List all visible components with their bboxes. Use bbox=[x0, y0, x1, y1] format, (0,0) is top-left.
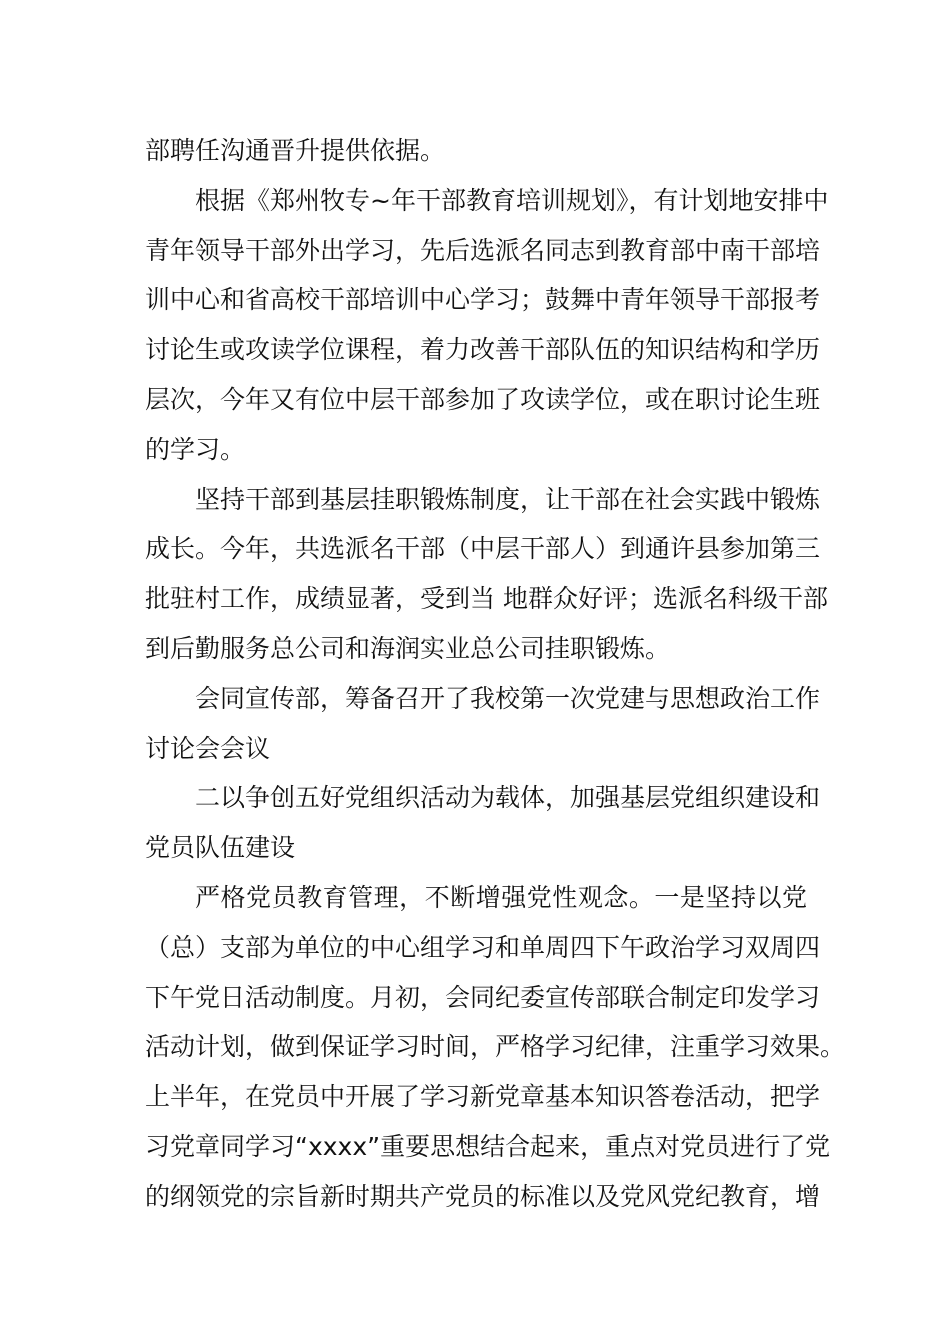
paragraph-5-line-1: （总）支部为单位的中心组学习和单周四下午政治学习双周四 bbox=[145, 932, 821, 962]
paragraph-2-line-1: 成长。今年，共选派名干部（中层干部人）到通许县参加第三 bbox=[145, 534, 821, 564]
paragraph-1-line-2: 训中心和省高校干部培训中心学习；鼓舞中青年领导干部报考 bbox=[145, 285, 821, 315]
paragraph-5-line-3: 活动计划，做到保证学习时间，严格学习纪律，注重学习效果。 bbox=[145, 1032, 846, 1062]
paragraph-3-line-0: 会同宣传部，筹备召开了我校第一次党建与思想政治工作 bbox=[195, 683, 821, 713]
paragraph-5-line-4: 上半年，在党员中开展了学习新党章基本知识答卷活动，把学 bbox=[145, 1082, 821, 1112]
paragraph-1-line-5: 的学习。 bbox=[145, 434, 246, 464]
paragraph-1-line-3: 讨论生或攻读学位课程，着力改善干部队伍的知识结构和学历 bbox=[145, 335, 821, 365]
document-body bbox=[145, 126, 846, 1222]
paragraph-1-line-0: 根据《郑州牧专~年干部教育培训规划》，有计划地安排中 bbox=[195, 185, 829, 215]
paragraph-0-line-0: 部聘任沟通晋升提供依据。 bbox=[145, 136, 446, 165]
paragraph-4-line-0: 二以争创五好党组织活动为载体，加强基层党组织建设和 bbox=[195, 783, 821, 813]
paragraph-4-line-1: 党员队伍建设 bbox=[145, 833, 296, 863]
paragraph-1-line-4: 层次，今年又有位中层干部参加了攻读学位，或在职讨论生班 bbox=[145, 384, 821, 414]
paragraph-1-line-1: 青年领导干部外出学习，先后选派名同志到教育部中南干部培 bbox=[145, 235, 821, 265]
paragraph-2-line-2: 批驻村工作，成绩显著，受到当 地群众好评；选派名科级干部 bbox=[145, 584, 828, 614]
paragraph-5-line-6: 的纲领党的宗旨新时期共产党员的标准以及党风党纪教育，增 bbox=[145, 1181, 821, 1211]
paragraph-5-line-2: 下午党日活动制度。月初，会同纪委宣传部联合制定印发学习 bbox=[145, 982, 821, 1012]
paragraph-3-line-1: 讨论会会议 bbox=[145, 733, 271, 763]
paragraph-2-line-0: 坚持干部到基层挂职锻炼制度，让干部在社会实践中锻炼 bbox=[195, 484, 821, 514]
paragraph-5-line-5: 习党章同学习“xxxx”重要思想结合起来，重点对党员进行了党 bbox=[145, 1131, 831, 1161]
paragraph-2-line-3: 到后勤服务总公司和海润实业总公司挂职锻炼。 bbox=[145, 633, 671, 663]
paragraph-5-line-0: 严格党员教育管理，不断增强党性观念。一是坚持以党 bbox=[195, 882, 807, 912]
